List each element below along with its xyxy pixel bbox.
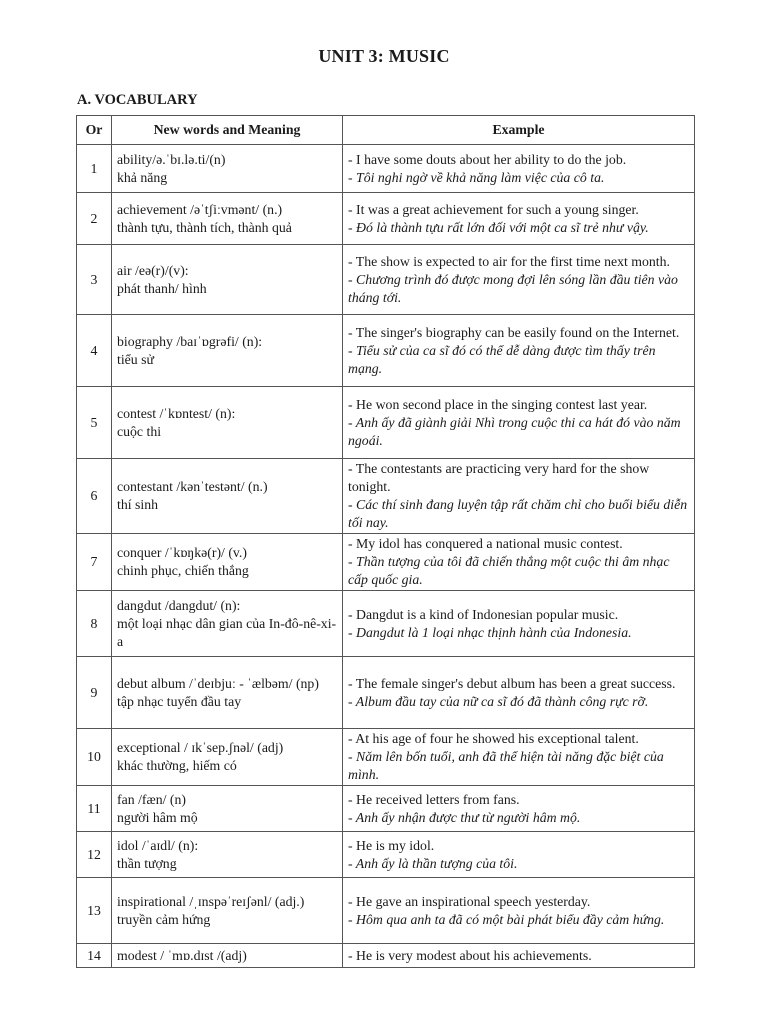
word-cell bbox=[112, 878, 343, 944]
word-cell bbox=[112, 145, 343, 193]
table-row bbox=[77, 145, 695, 193]
word-cell bbox=[112, 534, 343, 591]
example-english: - The singer's biography can be easily found on the Internet. bbox=[348, 324, 680, 340]
word-meaning: tiểu sử bbox=[117, 351, 154, 367]
table-row bbox=[77, 786, 695, 832]
word-cell bbox=[112, 786, 343, 832]
word-cell bbox=[112, 315, 343, 387]
row-number: 8 bbox=[77, 591, 112, 657]
word-cell bbox=[112, 387, 343, 459]
example-cell bbox=[343, 591, 695, 657]
example-english: - The female singer's debut album has been a great success. bbox=[348, 675, 676, 691]
example-english: - It was a great achievement for such a young singer. bbox=[348, 201, 639, 217]
example-english: - The contestants are practicing very hard for the show tonight. bbox=[348, 461, 650, 494]
example-english: - He is very modest about his achievements. bbox=[348, 947, 592, 963]
word-meaning: một loại nhạc dân gian của In-đô-nê-xi-a bbox=[117, 615, 337, 649]
example-vietnamese: - Album đầu tay của nữ ca sĩ đó đã thành công rực rỡ. bbox=[348, 693, 649, 709]
example-cell bbox=[343, 145, 695, 193]
word-meaning: phát thanh/ hình bbox=[117, 280, 207, 296]
example-cell bbox=[343, 387, 695, 459]
word-cell bbox=[112, 944, 343, 968]
word-cell bbox=[112, 459, 343, 534]
word-entry: modest / ˈmɒ.dɪst /(adj) bbox=[117, 947, 247, 963]
row-number: 11 bbox=[77, 786, 112, 832]
table-row bbox=[77, 387, 695, 459]
word-entry: achievement /əˈtʃiːvmənt/ (n.) bbox=[117, 201, 283, 217]
example-english: - He received letters from fans. bbox=[348, 791, 520, 807]
row-number: 12 bbox=[77, 832, 112, 878]
table-row bbox=[77, 944, 695, 968]
row-number: 14 bbox=[77, 944, 112, 968]
word-entry: dangdut /dangdut/ (n): bbox=[117, 597, 241, 613]
example-cell bbox=[343, 786, 695, 832]
header-example: Example bbox=[343, 116, 695, 145]
row-number: 6 bbox=[77, 459, 112, 534]
header-order: Or bbox=[77, 116, 112, 145]
row-number: 4 bbox=[77, 315, 112, 387]
row-number: 3 bbox=[77, 245, 112, 315]
word-entry: conquer /ˈkɒŋkə(r)/ (v.) bbox=[117, 545, 247, 560]
example-cell bbox=[343, 729, 695, 786]
table-row bbox=[77, 245, 695, 315]
row-number: 13 bbox=[77, 878, 112, 944]
table-row bbox=[77, 591, 695, 657]
table-row bbox=[77, 459, 695, 534]
word-meaning: thành tựu, thành tích, thành quả bbox=[117, 219, 292, 235]
word-entry: air /eə(r)/(v): bbox=[117, 262, 189, 278]
word-meaning: truyền cảm hứng bbox=[117, 911, 211, 927]
row-number: 9 bbox=[77, 657, 112, 729]
table-row bbox=[77, 657, 695, 729]
word-meaning: cuộc thi bbox=[117, 423, 162, 439]
vocabulary-table bbox=[76, 115, 695, 968]
table-row bbox=[77, 193, 695, 245]
example-english: - Dangdut is a kind of Indonesian popular music. bbox=[348, 606, 619, 622]
word-entry: idol /ˈaɪdl/ (n): bbox=[117, 837, 199, 853]
word-cell bbox=[112, 193, 343, 245]
example-english: - He is my idol. bbox=[348, 837, 435, 853]
example-vietnamese: - Tiểu sử của ca sĩ đó có thể dễ dàng được tìm thấy trên mạng. bbox=[348, 342, 656, 376]
word-meaning: khác thường, hiếm có bbox=[117, 758, 237, 773]
table-header-row bbox=[77, 116, 695, 145]
page-title: UNIT 3: MUSIC bbox=[318, 46, 450, 66]
word-entry: contestant /kənˈtestənt/ (n.) bbox=[117, 479, 268, 494]
example-vietnamese: - Đó là thành tựu rất lớn đối với một ca sĩ trẻ như vậy. bbox=[348, 219, 649, 235]
example-vietnamese: - Anh ấy là thần tượng của tôi. bbox=[348, 855, 518, 871]
word-cell bbox=[112, 245, 343, 315]
table-row bbox=[77, 832, 695, 878]
example-vietnamese: - Dangdut là 1 loại nhạc thịnh hành của Indonesia. bbox=[348, 624, 632, 640]
word-entry: exceptional / ɪkˈsep.ʃnəl/ (adj) bbox=[117, 740, 284, 755]
word-meaning: người hâm mộ bbox=[117, 809, 198, 825]
example-english: - The show is expected to air for the first time next month. bbox=[348, 253, 670, 269]
word-meaning: thần tượng bbox=[117, 855, 177, 871]
example-cell bbox=[343, 534, 695, 591]
word-meaning: tập nhạc tuyển đầu tay bbox=[117, 693, 242, 709]
example-vietnamese: - Anh ấy nhận được thư từ người hâm mộ. bbox=[348, 809, 581, 825]
example-vietnamese: - Anh ấy đã giành giải Nhì trong cuộc thi ca hát đó vào năm ngoái. bbox=[348, 414, 681, 448]
example-cell bbox=[343, 944, 695, 968]
word-meaning: chinh phục, chiến thắng bbox=[117, 563, 249, 578]
example-english: - He won second place in the singing contest last year. bbox=[348, 396, 648, 412]
section-heading: A. VOCABULARY bbox=[77, 92, 198, 108]
word-entry: contest /ˈkɒntest/ (n): bbox=[117, 405, 236, 421]
example-cell bbox=[343, 657, 695, 729]
example-vietnamese: - Chương trình đó được mong đợi lên sóng lần đầu tiên vào tháng tới. bbox=[348, 271, 678, 305]
word-entry: inspirational /ˌɪnspəˈreɪʃənl/ (adj.) bbox=[117, 893, 305, 909]
example-cell bbox=[343, 459, 695, 534]
row-number: 5 bbox=[77, 387, 112, 459]
table-row bbox=[77, 878, 695, 944]
header-word-meaning: New words and Meaning bbox=[112, 116, 343, 145]
example-vietnamese: - Các thí sinh đang luyện tập rất chăm chỉ cho buổi biểu diễn tối nay. bbox=[348, 497, 688, 530]
example-cell bbox=[343, 878, 695, 944]
word-meaning: thí sinh bbox=[117, 497, 159, 512]
word-cell bbox=[112, 832, 343, 878]
vocabulary-rows bbox=[77, 145, 695, 968]
example-english: - I have some douts about her ability to do the job. bbox=[348, 151, 627, 167]
word-entry: biography /baɪˈɒgrəfi/ (n): bbox=[117, 333, 263, 349]
example-english: - My idol has conquered a national music contest. bbox=[348, 536, 623, 551]
row-number: 7 bbox=[77, 534, 112, 591]
example-english: - At his age of four he showed his exceptional talent. bbox=[348, 731, 639, 746]
word-entry: debut album /ˈdeɪbjuː - ˈælbəm/ (np) bbox=[117, 675, 319, 691]
word-entry: fan /fæn/ (n) bbox=[117, 791, 186, 807]
example-vietnamese: - Thần tượng của tôi đã chiến thắng một cuộc thi âm nhạc cấp quốc gia. bbox=[348, 554, 670, 587]
example-vietnamese: - Tôi nghi ngờ về khả năng làm việc của cô ta. bbox=[348, 169, 605, 185]
word-meaning: khả năng bbox=[117, 169, 168, 185]
row-number: 1 bbox=[77, 145, 112, 193]
table-row bbox=[77, 729, 695, 786]
example-cell bbox=[343, 245, 695, 315]
word-cell bbox=[112, 657, 343, 729]
example-cell bbox=[343, 193, 695, 245]
word-cell bbox=[112, 729, 343, 786]
example-vietnamese: - Hôm qua anh ta đã có một bài phát biểu đầy cảm hứng. bbox=[348, 911, 665, 927]
row-number: 10 bbox=[77, 729, 112, 786]
table-row bbox=[77, 315, 695, 387]
word-entry: ability/ə.ˈbɪ.lə.ti/(n) bbox=[117, 151, 226, 167]
example-english: - He gave an inspirational speech yesterday. bbox=[348, 893, 591, 909]
example-cell bbox=[343, 315, 695, 387]
example-cell bbox=[343, 832, 695, 878]
example-vietnamese: - Năm lên bốn tuổi, anh đã thể hiện tài năng đặc biệt của mình. bbox=[348, 749, 664, 782]
table-row bbox=[77, 534, 695, 591]
row-number: 2 bbox=[77, 193, 112, 245]
word-cell bbox=[112, 591, 343, 657]
